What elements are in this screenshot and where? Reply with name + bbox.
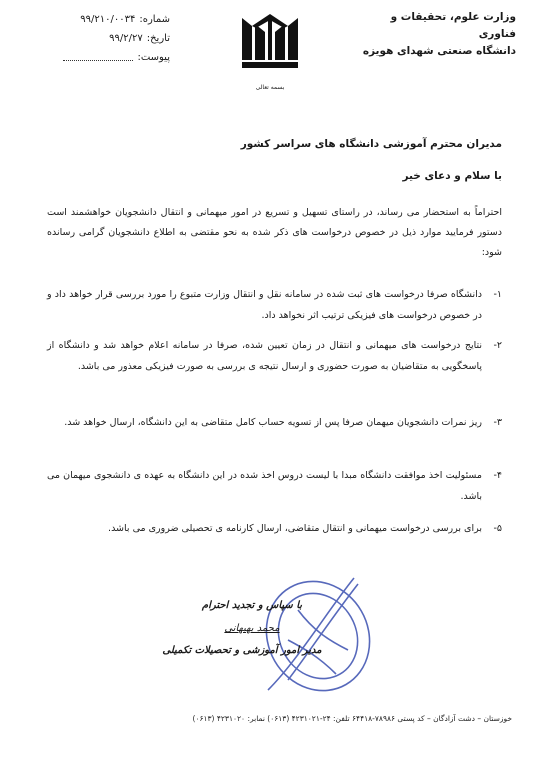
list-item — [47, 413, 502, 434]
attachment-label: پیوست: — [137, 52, 170, 63]
number-label: شماره: — [139, 14, 170, 25]
list-item — [47, 285, 502, 326]
item-text: دانشگاه صرفا درخواست های ثبت شده در سامانه نقل و انتقال وزارت متبوع را مورد بررسی قرار خواهد داد و در خصوص درخواست های فیزیکی ترتیب اثر نخواهد داد. — [47, 289, 482, 321]
attachment-row — [40, 48, 170, 67]
intro-paragraph: احتراماً به استحضار می رساند، در راستای تسهیل و تسریع در امور میهمانی و انتقال دانشجویان خواهشمند است دستور فرمایید موارد ذیل در خصوص درخواست های ذکر شده به نحو مقتضی به اطلاع دانشجویان گرامی رسانده شود: — [47, 207, 502, 259]
signature-closing: با سپاس و تجدید احترام — [201, 600, 303, 611]
item-number: ۲- — [493, 340, 502, 351]
item-number: ۳- — [493, 417, 502, 428]
signature-name: محمد بهبهانی — [224, 623, 280, 634]
item-text: برای بررسی درخواست میهمانی و انتقال متقاضی، ارسال کارنامه ی تحصیلی ضروری می باشد. — [108, 523, 482, 534]
letter-footer-address: خوزستان – دشت آزادگان – کد پستی ۷۸۹۸۶-۶۴۴۱۸ تلفن: ۲۴-۴۲۳۱۰۲۱ (۰۶۱۳) نمابر: ۴۲۳۱۰۲۰ (۰۶۱۳) — [192, 714, 512, 723]
list-item — [47, 519, 502, 540]
list-item — [47, 466, 502, 507]
date-row — [40, 29, 170, 48]
letterhead-institution — [356, 9, 516, 60]
item-number: ۴- — [493, 470, 502, 481]
letter-meta — [40, 10, 170, 67]
item-text: مسئولیت اخذ موافقت دانشگاه مبدا با لیست دروس اخذ شده در این دانشگاه به عهده ی دانشجوی میهمان می باشد. — [47, 470, 482, 502]
basmala: بسمه تعالی — [255, 84, 285, 91]
signature-title: مدیر امور آموزشی و تحصیلات تکمیلی — [162, 645, 322, 656]
date-value: ۹۹/۲/۲۷ — [109, 33, 143, 44]
attachment-blank — [63, 48, 133, 61]
university-logo-icon — [238, 12, 302, 72]
letter-addressee: مدیران محترم آموزشی دانشگاه های سراسر کشور — [240, 138, 502, 150]
letter-greeting: با سلام و دعای خیر — [402, 170, 502, 182]
item-number: ۱- — [493, 289, 502, 300]
university-name: دانشگاه صنعتی شهدای هویزه — [362, 45, 516, 57]
item-text: نتایج درخواست های میهمانی و انتقال در زمان تعیین شده، صرفا در سامانه اعلام خواهد شد و دانشگاه از پاسخگویی به متقاضیان به صورت حضوری و ارسال نتیجه ی بررسی به صورت فیزیکی معذور می باشد. — [47, 340, 482, 372]
letter-intro — [47, 203, 502, 264]
number-row — [40, 10, 170, 29]
number-value: ۹۹/۲۱۰/۰۰۳۴ — [80, 14, 136, 25]
ministry-name: وزارت علوم، تحقیقات و فناوری — [390, 11, 516, 40]
official-stamp-icon — [258, 570, 378, 700]
item-number: ۵- — [493, 523, 502, 534]
date-label: تاریخ: — [146, 33, 170, 44]
list-item — [47, 336, 502, 377]
item-text: ریز نمرات دانشجویان میهمان صرفا پس از تسویه حساب کامل متقاضی به این دانشگاه، ارسال خواهد شد. — [64, 417, 482, 428]
